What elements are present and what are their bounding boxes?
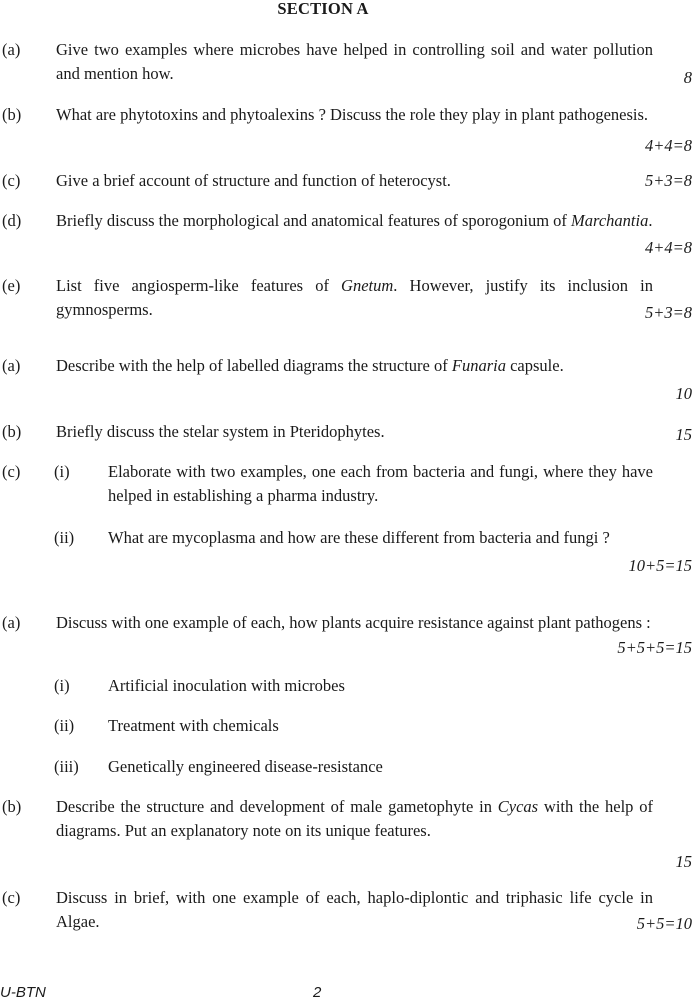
exam-code: U-BTN <box>0 984 46 1001</box>
sub-question-label: (ii) <box>54 528 75 547</box>
question-text: Discuss with one example of each, how plants acquire resistance against plant pathogens : <box>56 613 651 632</box>
sub-question-text: Treatment with chemicals <box>108 716 279 735</box>
marks: 10+5=15 <box>628 556 692 575</box>
marks: 8 <box>683 68 692 87</box>
question-label: (c) <box>2 171 21 190</box>
section-title: SECTION A <box>277 0 369 18</box>
question-text: What are phytotoxins and phytoalexins ? Discuss the role they play in plant pathogenesis. <box>56 105 649 124</box>
question-text: List five angiosperm-like features of Gnetum. However, justify its inclusion in gymnosperms. <box>56 276 653 319</box>
marks: 4+4=8 <box>644 238 692 257</box>
question-label: (e) <box>2 276 21 295</box>
sub-question-text: Elaborate with two examples, one each from bacteria and fungi, where they have helped in establishing a pharma industry. <box>108 462 653 505</box>
question-text: Briefly discuss the morphological and anatomical features of sporogonium of Marchantia. <box>56 211 653 230</box>
taxon-name: Gnetum <box>341 276 394 295</box>
question-label: (b) <box>2 105 22 124</box>
marks: 5+5=10 <box>636 914 692 933</box>
page-number: 2 <box>313 984 322 1001</box>
marks: 5+3=8 <box>644 171 692 190</box>
question-text: Give two examples where microbes have helped in controlling soil and water pollution and mention how. <box>56 40 653 83</box>
sub-question-text: Genetically engineered disease-resistance <box>108 757 383 776</box>
question-label: (c) <box>2 888 21 907</box>
question-label: (a) <box>2 356 21 375</box>
marks: 15 <box>675 852 692 871</box>
question-label: (b) <box>2 422 22 441</box>
sub-question-label: (ii) <box>54 716 75 735</box>
marks: 10 <box>675 384 692 403</box>
question-text: Describe with the help of labelled diagrams the structure of Funaria capsule. <box>56 356 564 375</box>
sub-question-text: Artificial inoculation with microbes <box>108 676 345 695</box>
question-label: (b) <box>2 797 22 816</box>
marks: 4+4=8 <box>644 136 692 155</box>
question-text: Discuss in brief, with one example of each, haplo-diplontic and triphasic life cycle in Algae. <box>56 888 653 931</box>
marks: 15 <box>675 425 692 444</box>
question-label: (a) <box>2 40 21 59</box>
question-label: (a) <box>2 613 21 632</box>
taxon-name: Marchantia <box>571 211 649 230</box>
question-label: (c) <box>2 462 21 481</box>
sub-question-label: (iii) <box>54 757 79 776</box>
sub-question-label: (i) <box>54 676 70 695</box>
sub-question-text: What are mycoplasma and how are these different from bacteria and fungi ? <box>108 528 610 547</box>
marks: 5+3=8 <box>644 303 692 322</box>
sub-question-label: (i) <box>54 462 70 481</box>
marks: 5+5+5=15 <box>617 638 692 657</box>
taxon-name: Funaria <box>451 356 506 375</box>
taxon-name: Cycas <box>497 797 539 816</box>
question-label: (d) <box>2 211 22 230</box>
question-text: Describe the structure and development of male gametophyte in Cycas with the help of diagrams. Put an explanatory note on its unique features. <box>56 797 653 840</box>
question-text: Give a brief account of structure and function of heterocyst. <box>56 171 451 190</box>
question-text: Briefly discuss the stelar system in Pteridophytes. <box>56 422 385 441</box>
